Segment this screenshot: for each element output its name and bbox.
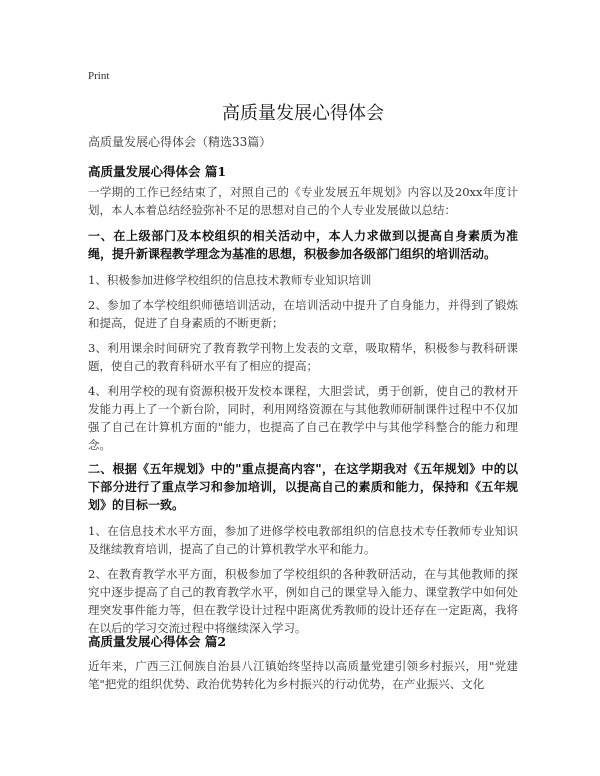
section-heading-1: 高质量发展心得体会 篇1 xyxy=(88,164,227,179)
paragraph: 3、利用课余时间研究了教育教学刊物上发表的文章，吸取精华，积极参与教科研课题，使自己的教育科研水平有了相应的提高； xyxy=(88,341,518,373)
paragraph: 一学期的工作已经结束了，对照自己的《专业发展五年规划》内容以及20xx年度计划，本人本着总结经验弥补不足的思想对自己的个人专业发展做以总结： xyxy=(88,185,518,217)
paragraph: 2、在教育教学水平方面，积极参加了学校组织的各种教研活动，在与其他教师的探究中逐步提高了自己的教育教学水平，例如自己的课堂导入能力、课堂教学中如何处理突发事件能力等，但在教学设计过程中距离优秀教师的设计还存在一定距离，我将在以后的学习交流过程中将继续深入学习。 xyxy=(88,567,518,635)
paragraph: 1、在信息技术水平方面，参加了进修学校电教部组织的信息技术专任教师专业知识及继续教育培训，提高了自己的计算机教学水平和能力。 xyxy=(88,524,518,556)
section-heading-2: 高质量发展心得体会 篇2 xyxy=(88,634,227,649)
paragraph: 近年来，广西三江侗族自治县八江镇始终坚持以高质量党建引领乡村振兴，用"党建笔"把党的组织优势、政治优势转化为乡村振兴的行动优势，在产业振兴、文化 xyxy=(88,659,518,691)
paragraph: 2、参加了本学校组织师德培训活动，在培训活动中提升了自身能力，并得到了锻炼和提高，促进了自身素质的不断更新； xyxy=(88,298,518,330)
document-subtitle: 高质量发展心得体会（精选33篇） xyxy=(88,135,272,149)
print-link[interactable]: Print xyxy=(88,70,110,82)
bold-paragraph: 一、在上级部门及本校组织的相关活动中，本人力求做到以提高自身素质为准绳，提升新课程教学理念为基准的思想，积极参加各级部门组织的培训活动。 xyxy=(88,229,518,261)
paragraph: 4、利用学校的现有资源积极开发校本课程，大胆尝试，勇于创新，使自己的教材开发能力再上了一个新台阶，同时，利用网络资源在与其他教师研制课件过程中不仅加强了自己在计算机方面的"能力，也提高了自己在教学中与其他学科整合的能力和理念。 xyxy=(88,384,518,452)
paragraph: 1、积极参加进修学校组织的信息技术教师专业知识培训 xyxy=(88,273,372,287)
page-title: 高质量发展心得体会 xyxy=(222,103,384,124)
bold-paragraph: 二、根据《五年规划》中的"重点提高内容"，在这学期我对《五年规划》中的以下部分进行了重点学习和参加培训，以提高自己的素质和能力，保持和《五年规划》的目标一致。 xyxy=(88,462,518,512)
